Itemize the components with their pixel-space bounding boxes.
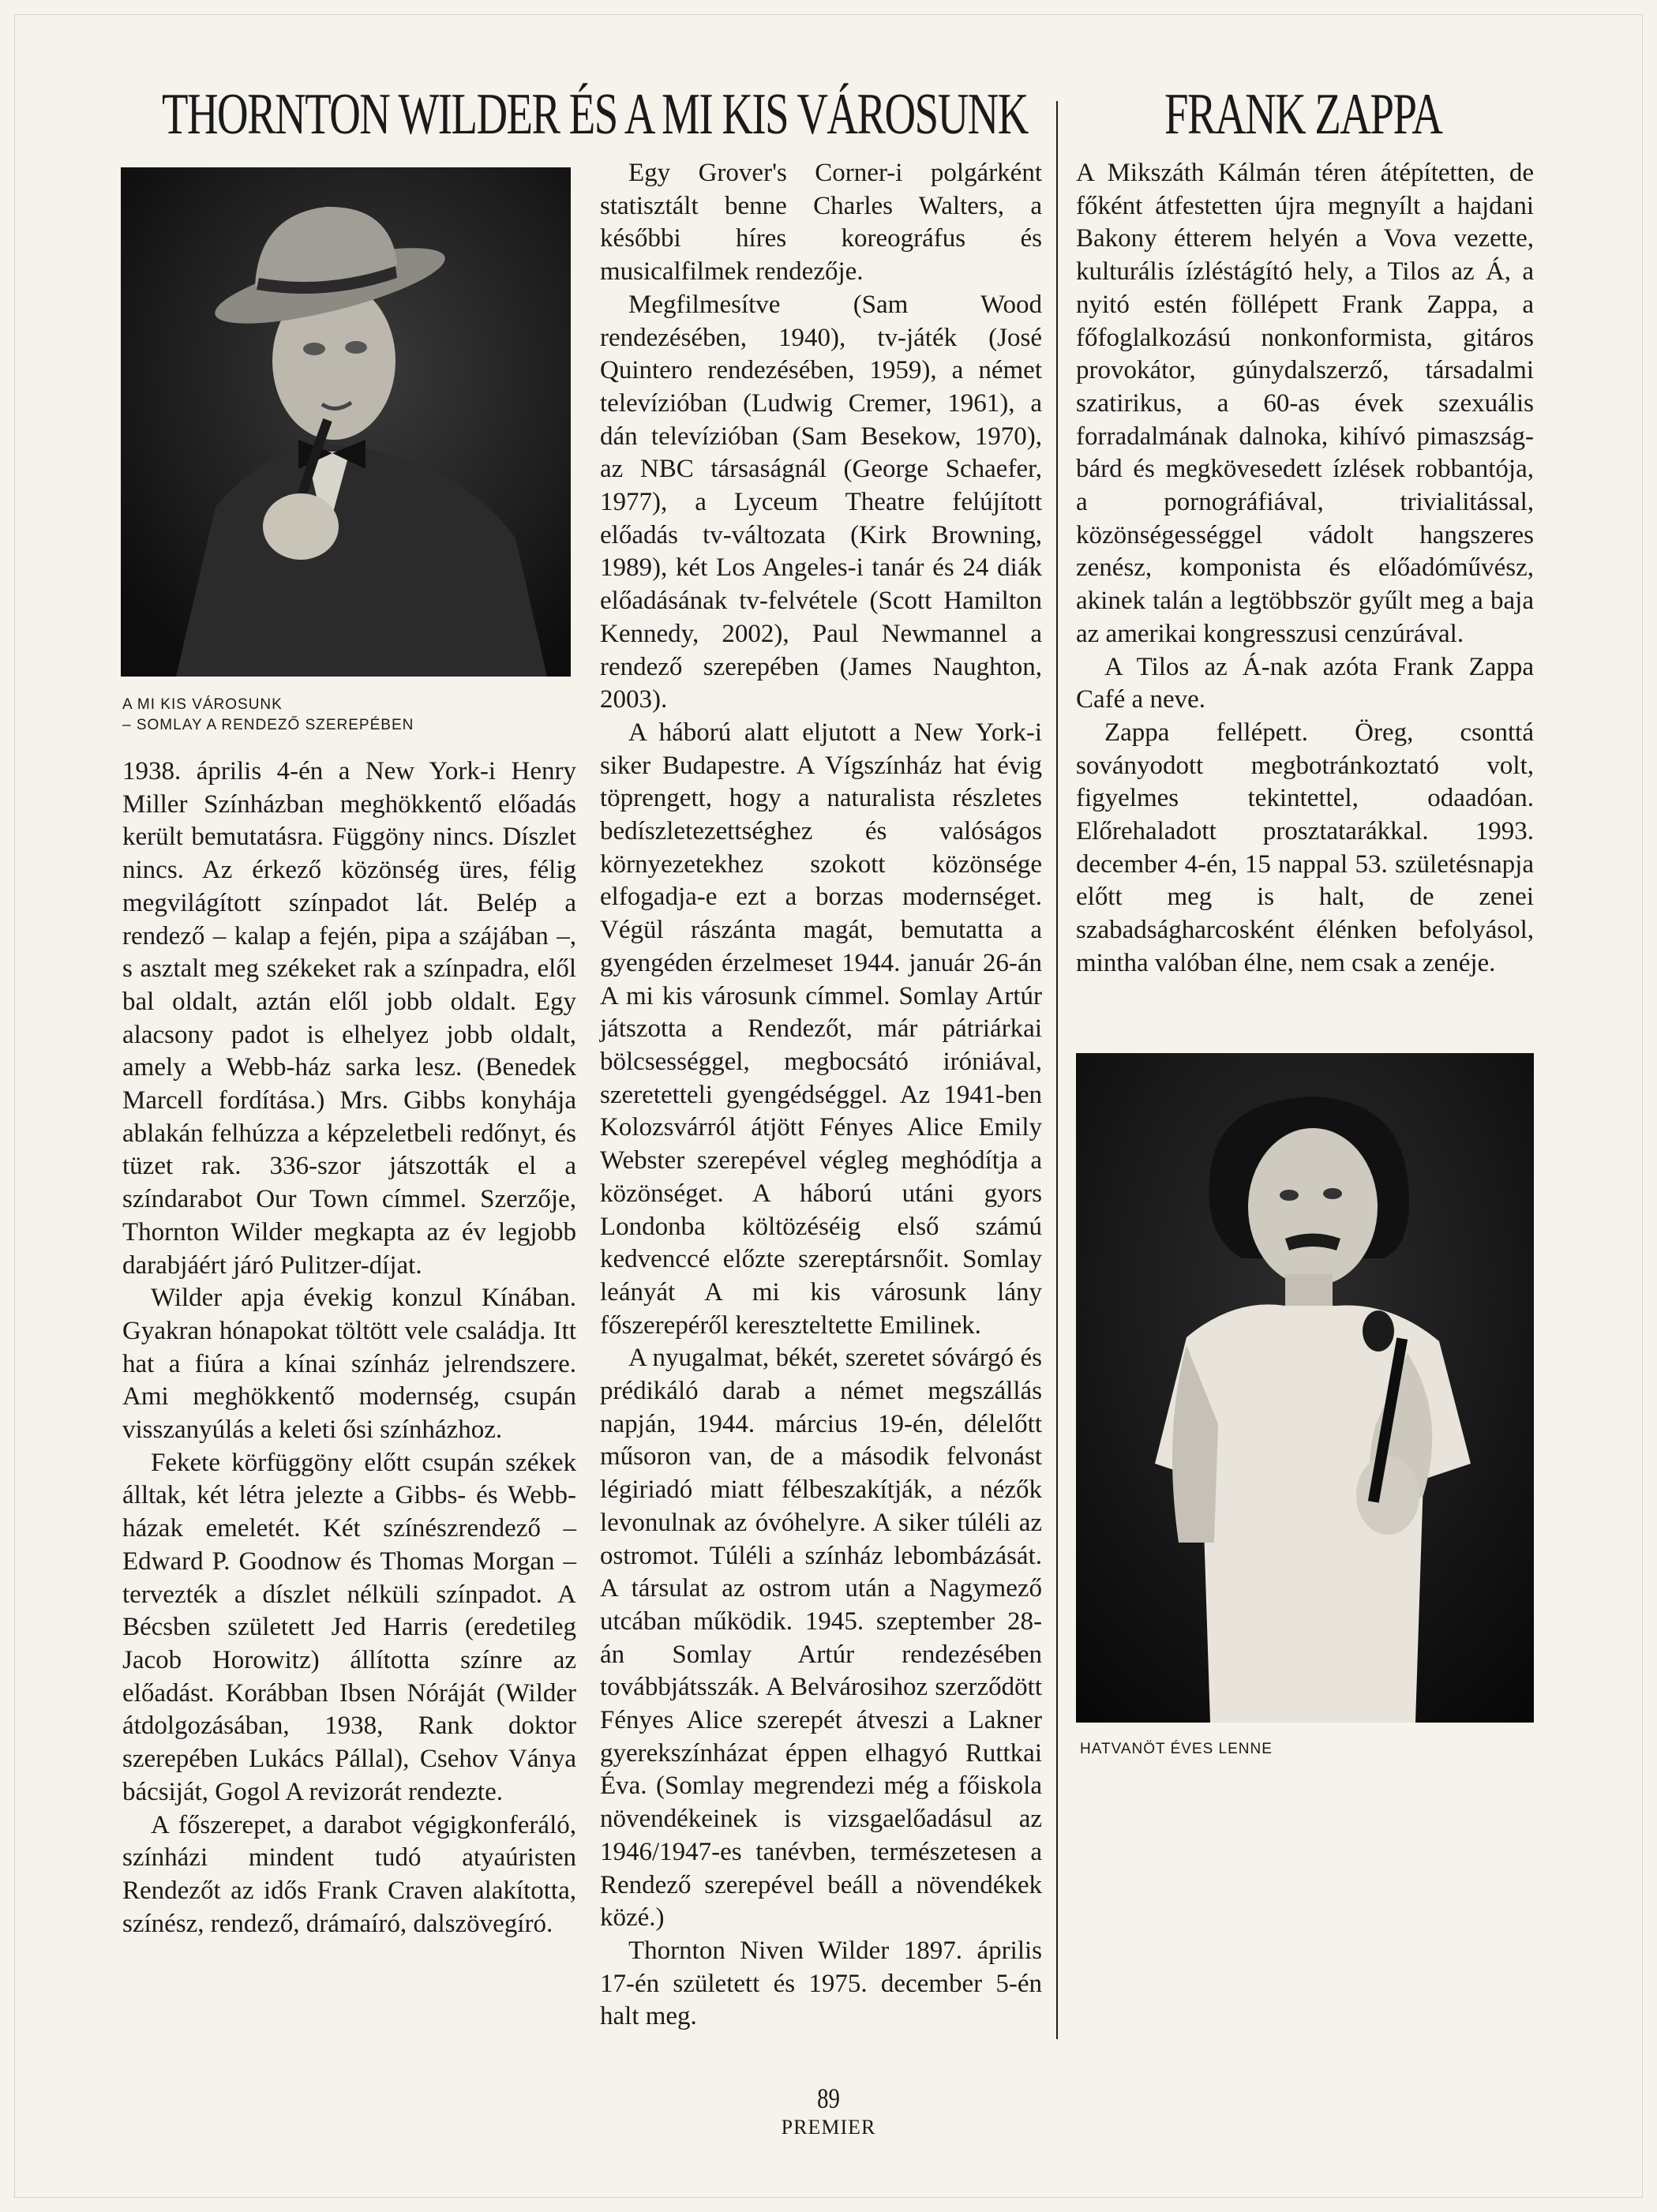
- paragraph: Wilder apja évekig konzul Kínában. Gyakran hónapokat töltött vele családja. Itt hat a fiúra a kínai színház jelrendszere. Ami meghökkentő modernség, csupán visszanyúlás a keleti ősi színházhoz.: [122, 1284, 576, 1445]
- left-article-title: THORNTON WILDER ÉS A MI KIS VÁROSUNK: [162, 82, 1028, 147]
- paragraph: Thornton Niven Wilder 1897. április 17-én született és 1975. december 5-én halt meg.: [600, 1936, 1042, 2031]
- paragraph: A Tilos az Á-nak azóta Frank Zappa Café a neve.: [1076, 652, 1534, 714]
- paragraph: A Mikszáth Kálmán téren átépítetten, de főként átfestetten újra megnyílt a hajdani Bakony étterem helyén a Vova vezette, kulturális ízléstágító hely, a Tilos az Á, a nyitó estén föllépett Frank Zappa, a főfoglalkozású nonkonformista, gitáros provokátor, gúnydalszerző, társadalmi szatirikus, a 60-as évek szexuális forradalmának dalnoka, kihívó pimaszság-bárd és megkövesedett ízlések robbantója, a pornográfiával, trivialitással, közönségességgel vádolt hangszeres zenész, komponista és előadóművész, akinek talán a legtöbbször gyűlt meg a baja az amerikai kongresszusi cenzúrával.: [1076, 159, 1534, 648]
- paragraph: Megfilmesítve (Sam Wood rendezésében, 1940), tv-játék (José Quintero rendezésében, 1959), a német televízióban (Ludwig Cremer, 1961), a dán televízióban (Sam Besekow, 1970), az NBC társaságnál (George Schaefer, 1977), a Lyceum Theatre felújított előadás tv-változata (Kirk Browning, 1989), két Los Angeles-i tanár és 24 diák előadásának tv-felvétele (Scott Hamilton Kennedy, 2002), Paul Newmannel a rendező szerepében (James Naughton, 2003).: [600, 290, 1042, 714]
- right-article-column: [1076, 157, 1534, 980]
- left-article-column-1: [122, 755, 576, 1940]
- paragraph: A főszerepet, a darabot végigkonferáló, színházi mindent tudó atyaúristen Rendezőt az idős Frank Craven alakította, színész, rendező, drámaíró, dalszövegíró.: [122, 1810, 576, 1938]
- column-divider: [1056, 101, 1058, 2039]
- left-photo-caption: A MI KIS VÁROSUNK – SOMLAY A RENDEZŐ SZEREPÉBEN: [122, 696, 414, 733]
- right-photo-caption: HATVANÖT ÉVES LENNE: [1080, 1741, 1273, 1757]
- paragraph: A háború alatt eljutott a New York-i siker Budapestre. A Vígszínház hat évig töprengett, hogy a naturalista részletes bedíszletezettséghez és valóságos környezetekhez szokott közönsége elfogadja-e ezt a borzas modernséget. Végül rászánta magát, bemutatta a gyengéden érzelmeset 1944. január 26-án A mi kis városunk címmel. Somlay Artúr játszotta a Rendezőt, már pátriárkai bölcsességgel, megbocsátó iróniával, szeretetteli gyengédséggel. Az 1941-ben Kolozsvárról átjött Fényes Alice Emily Webster szerepével végleg meghódítja a közönséget. A háború utáni gyors Londonba költözéséig első számú kedvenccé előzte szereptársnőit. Somlay leányát A mi kis városunk lány főszerepéről kereszteltette Emilinek.: [600, 718, 1042, 1340]
- paragraph: Egy Grover's Corner-i polgárként statisztált benne Charles Walters, a későbbi híres koreográfus és musicalfilmek rendezője.: [600, 159, 1042, 287]
- paragraph: Fekete körfüggöny előtt csupán székek álltak, két létra jelezte a Gibbs- és Webb-házak emeletét. Két színészrendező – Edward P. Goodnow és Thomas Morgan – tervezték a díszlet nélküli színpadot. A Bécsben született Jed Harris (eredetileg Jacob Horowitz) állította színre az előadást. Korábban Ibsen Nóráját (Wilder átdolgozásában, 1938, Rank doktor szerepében Lukács Pállal), Csehov Ványa bácsiját, Gogol A revizorát rendezte.: [122, 1448, 576, 1806]
- right-article-title: FRANK ZAPPA: [1164, 82, 1442, 147]
- zappa-concert-photo: [1076, 1053, 1534, 1723]
- page-number: 89: [817, 2083, 840, 2114]
- paragraph: 1938. április 4-én a New York-i Henry Miller Színházban meghökkentő előadás került bemutatásra. Függöny nincs. Díszlet nincs. Az érkező közönség üres, félig megvilágított színpadot lát. Belép a rendező – kalap a fején, pipa a szájában –, s asztalt meg székeket rak a színpadra, elől bal oldalt, aztán elől jobb oldalt. Egy alacsony padot is elhelyez jobb oldalt, amely a Webb-ház sarka lesz. (Benedek Marcell fordítása.) Mrs. Gibbs konyhája ablakán felhúzza a képzeletbeli redőnyt, és tüzet rak. 336-szor játszották el a színdarabot Our Town címmel. Szerzője, Thornton Wilder megkapta az év legjobb darabjáért járó Pulitzer-díjat.: [122, 757, 576, 1280]
- left-article-column-2: [600, 157, 1042, 2034]
- paragraph: Zappa fellépett. Öreg, csonttá soványodott megbotránkoztató volt, figyelmes tekintettel, odaadóan. Előrehaladott prosztatarákkal. 1993. december 4-én, 15 nappal 53. születésnapja előtt meg is halt, de zenei szabadságharcosként élénken befolyásol, mintha valóban élne, nem csak a zenéje.: [1076, 718, 1534, 977]
- paragraph: A nyugalmat, békét, szeretet sóvárgó és prédikáló darab a német megszállás napján, 1944. március 19-én, délelőtt műsoron van, de a második felvonást légiriadó miatt félbeszakítják, a nézők levonulnak az óvóhelyre. A siker túléli az ostromot. Túléli a színház lebombázását. A társulat az ostrom után a Nagymező utcában működik. 1945. szeptember 28-án Somlay Artúr rendezésében továbbjátsszák. A Belvárosihoz szerződött Fényes Alice szerepét átveszi a Lakner gyerekszínházat éppen elhagyó Ruttkai Éva. (Somlay megrendezi még a főiskola növendékeinek is vizsgaelőadásul az 1946/1947-es tanévben, természetesen a Rendező szerepével beáll a növendékek közé.): [600, 1344, 1042, 1933]
- wilder-portrait-photo: [121, 167, 571, 677]
- magazine-logo-text: PREMIER: [781, 2116, 876, 2139]
